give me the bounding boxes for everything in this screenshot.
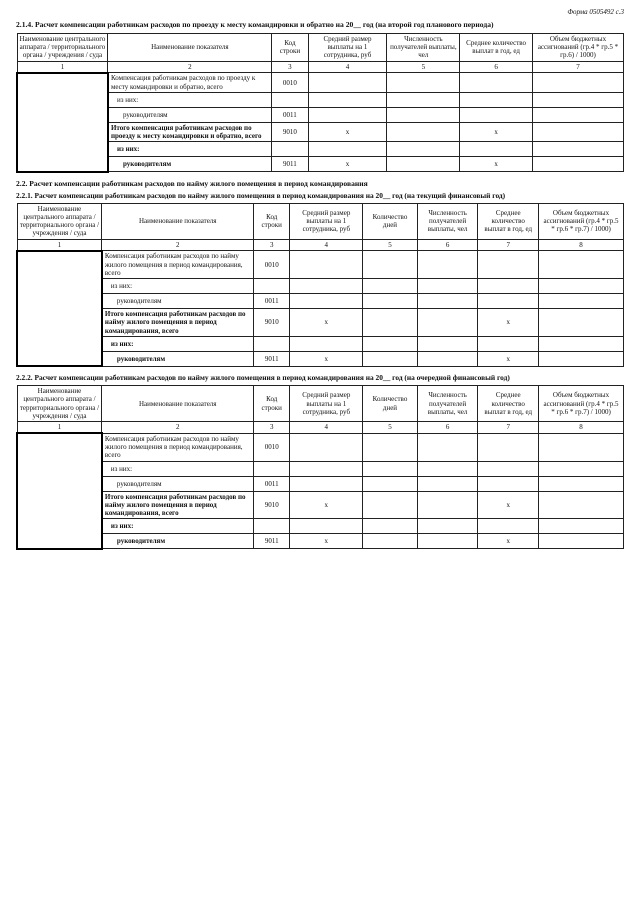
table-row: Компенсация работникам расходов по проезду к месту командировки и обратно, всего 0010 xyxy=(17,73,624,93)
table-row: из них: xyxy=(17,92,624,107)
table-row: из них: xyxy=(17,461,624,476)
section-214-title: 2.1.4. Расчет компенсации работникам расходов по проезду к месту командировки и обратно на 20__ год (на второй год планового периода) xyxy=(16,20,494,29)
column-index-row: 1 2 3 4 5 6 7 8 xyxy=(17,422,624,434)
table-214 xyxy=(16,33,624,173)
header-avg-qty: Среднее количество выплат в год, ед xyxy=(460,33,533,61)
header-code: Код строки xyxy=(254,203,290,239)
table-row: Итого компенсация работникам расходов по проезду к месту командировки и обратно, всего 9010 x x xyxy=(17,122,624,142)
table-row: руководителям 9011 x x xyxy=(17,351,624,366)
table-row: руководителям 0011 xyxy=(17,476,624,491)
table-row: из них: xyxy=(17,279,624,294)
header-volume: Объем бюджетных ассигнований (гр.4 * гр.5 * гр.6 * гр.7) / 1000) xyxy=(539,386,624,422)
header-volume: Объем бюджетных ассигнований (гр.4 * гр.5 * гр.6) / 1000) xyxy=(532,33,623,61)
header-org: Наименование центрального аппарата / территориального органа / учреждения / суда xyxy=(17,203,102,239)
header-name: Наименование показателя xyxy=(102,203,254,239)
table-row: руководителям 0011 xyxy=(17,294,624,309)
table-row: руководителям 9011 x x xyxy=(17,534,624,549)
table-row: Компенсация работникам расходов по найму жилого помещения в период командирования, всего 0010 xyxy=(17,433,624,461)
header-avg-pay: Средний размер выплаты на 1 сотрудника, руб xyxy=(290,386,363,422)
table-row: руководителям 9011 x x xyxy=(17,157,624,172)
header-name: Наименование показателя xyxy=(108,33,272,61)
header-count: Численность получателей выплаты, чел xyxy=(417,203,478,239)
column-index-row: 1 2 3 4 5 6 7 xyxy=(17,61,624,73)
header-count: Численность получателей выплаты, чел xyxy=(387,33,460,61)
header-avg-qty: Среднее количество выплат в год, ед xyxy=(478,386,539,422)
org-cell[interactable] xyxy=(17,73,108,172)
table-row: из них: xyxy=(17,142,624,157)
table-row: Итого компенсация работникам расходов по найму жилого помещения в период командирования, всего 9010 x x xyxy=(17,309,624,337)
header-name: Наименование показателя xyxy=(102,386,254,422)
header-code: Код строки xyxy=(254,386,290,422)
table-row: руководителям 0011 xyxy=(17,107,624,122)
header-days: Количество дней xyxy=(363,203,418,239)
table-row: из них: xyxy=(17,519,624,534)
header-avg-qty: Среднее количество выплат в год, ед xyxy=(478,203,539,239)
org-cell[interactable] xyxy=(17,251,102,367)
header-avg-pay: Средний размер выплаты на 1 сотрудника, руб xyxy=(290,203,363,239)
header-count: Численность получателей выплаты, чел xyxy=(417,386,478,422)
org-cell[interactable] xyxy=(17,433,102,549)
section-22-title: 2.2. Расчет компенсации работникам расходов по найму жилого помещения в период командирования xyxy=(16,178,368,188)
table-222 xyxy=(16,385,624,550)
header-org: Наименование центрального аппарата / территориального органа / учреждения / суда xyxy=(17,33,108,61)
table-row: из них: xyxy=(17,336,624,351)
header-code: Код строки xyxy=(272,33,308,61)
section-221-title: 2.2.1. Расчет компенсации работникам расходов по найму жилого помещения в период командирования на 20__ год (на текущий финансовый год) xyxy=(16,190,506,200)
header-avg-pay: Средний размер выплаты на 1 сотрудника, руб xyxy=(308,33,387,61)
header-volume: Объем бюджетных ассигнований (гр.4 * гр.5 * гр.6 * гр.7) / 1000) xyxy=(539,203,624,239)
column-index-row: 1 2 3 4 5 6 7 8 xyxy=(17,239,624,251)
section-222-title: 2.2.2. Расчет компенсации работникам расходов по найму жилого помещения в период командирования на 20__ год (на очередной финансовый год) xyxy=(16,373,510,383)
table-row: Итого компенсация работникам расходов по найму жилого помещения в период командирования, всего 9010 x x xyxy=(17,491,624,519)
table-221 xyxy=(16,203,624,368)
table-row: Компенсация работникам расходов по найму жилого помещения в период командирования, всего 0010 xyxy=(17,251,624,279)
form-number: Форма 0505492 с.3 xyxy=(567,8,624,16)
header-org: Наименование центрального аппарата / территориального органа / учреждения / суда xyxy=(17,386,102,422)
header-days: Количество дней xyxy=(363,386,418,422)
